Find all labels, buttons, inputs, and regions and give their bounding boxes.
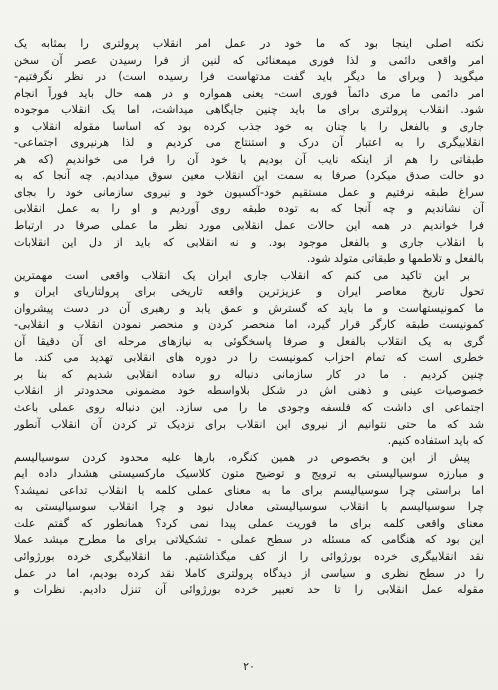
text-line: انقلابیگری را به اعتبار آن درک و استنتاج می کردیم و لذا هرنیروی اجتماعی-	[14, 136, 484, 150]
text-line: و مبارزه سوسیالیستی به ترویج و توضیح متون کلاسیک مارکسیستی هشدار داده ایم	[14, 467, 484, 481]
text-line: ما کمونیستهاست و ما باید که گسترش و عمق یابد و رهبری آن در دست پیشروان	[14, 301, 484, 315]
text-line: با انقلاب جاری و بالفعل موجود بود. و نه انقلابی که باید از دل این انقلابات	[14, 235, 484, 249]
text-line: که باید استفاده کنیم.	[387, 434, 484, 448]
text-line: شود. انقلاب پرولتری برای ما باید چنین جایگاهی میداشت، اما یک انقلاب موجوده	[14, 103, 484, 117]
text-line: این بود که هنگامی که مسئله در سطح عملی - تشکیلاتی برای ما مطرح میشد عملا	[14, 533, 484, 547]
text-line: بر این تاکید می کنم که انقلاب جاری ایران یک انقلاب واقعی است مهمترین	[14, 268, 470, 282]
text-line: شد که ما حتی نتوانیم از نیروی این انقلاب برای نزدیک تر کردن آن انقلاب آنطور	[14, 417, 484, 431]
document-body	[14, 36, 484, 599]
paragraph-2	[14, 268, 484, 450]
text-line: امر واقعی دائمی و لذا فوری میمعنائی که لنین از فرا رسیدن عصر آن سخن	[14, 53, 484, 67]
text-line: اجتماعی ای داشت که فلسفه وجودی ما را می سازد. این دنباله روی عملی باعث	[14, 401, 484, 415]
page-number: ۲۰	[243, 660, 255, 673]
text-line: خطری است که تمام احزاب کمونیست را در دوره های انقلابی تهدید می کند. ما	[14, 351, 484, 365]
text-line: امر دائمی ما مری دائماً فوری است- یعنی همواره و در همه حال باید فوراً انجام	[14, 86, 484, 100]
text-line: تحول تاریخ معاصر ایران و عزیزترین واقعه تاریخی برای پرولتاریای ایران و	[14, 285, 484, 299]
text-line: آن نشاندیم و چه آنجا که به توده طبقه روی آوردیم و او را به عمل انقلابی	[14, 202, 484, 216]
text-line: چنین کردیم . ما در کار سازمانی دنباله رو ساده انقلابی شدیم که بنا بر	[14, 367, 484, 381]
text-line: اما براستی چرا سوسیالیسم برای ما به معنای عملی کلمه با انقلاب تداعی نمیشد؟	[14, 483, 484, 497]
text-line: کمونیست طبقه کارگر قرار گیرد، اما منحصر کردن و منحصر نمودن انقلاب و انقلابی-	[14, 318, 484, 332]
text-line: گری به یک انقلاب بالفعل و صرفا پاسخگوئی به نیازهای مرحله ای آن دقیقا آن	[14, 334, 484, 348]
text-line: نقد انقلابیگری خرده بورژوائی را از کف میگذاشتیم. ما انقلابیگری خرده بورژوائی	[14, 549, 484, 563]
paragraph-3	[14, 450, 484, 599]
text-line: معنای واقعی کلمه برای ما فوریت عملی پیدا نمی کرد؟ همانطور که گفتم علت	[14, 516, 484, 530]
text-line: سراغ طبقه نرفتیم و عمل مستقیم خود-آکسیون خود و نیروی سازمانی خود را بجای	[14, 185, 484, 199]
text-line: فرا خواندیم در همه این حالات عمل انقلابی مورد نظر ما عملی صرفا در ارتباط	[14, 219, 484, 233]
text-line: را در سطح نظری و سیاسی از دیدگاه پرولتری کاملا نقد کرده بودیم، اما در عمل	[14, 566, 484, 580]
text-line: پیش از این و بخصوص در همین کنگره، بارها علیه محدود کردن سوسیالیسم	[14, 450, 470, 464]
text-line: جاری و بالفعل را با چنان به خود جذب کرده بود که اساسا مقوله انقلاب و	[14, 119, 484, 133]
text-line: بالفعل و تلاطمها و طبقاتی متولد شود.	[306, 252, 484, 266]
text-line: نکته اصلی اینجا بود که ما خود در عمل امر انقلاب پرولتری را بمثابه یک	[14, 37, 484, 50]
paragraph-1	[14, 36, 484, 268]
text-line: طبقاتی را هم از اینکه نایب آن بودیم یا خود آن را فرا می خواندیم (که هر	[14, 152, 484, 166]
text-line: میگوید ( وبرای ما دیگر باید گفت مدتهاست فرا رسیده است) در نظر نگرفتیم-	[14, 70, 484, 84]
text-line: چرا سوسیالیسم با انقلاب سوسیالیستی معادل نبود و چرا انقلاب سوسیالیستی به	[14, 500, 484, 514]
text-line: خصوصیات عینی و ذهنی اش در شکل بلاواسطه خود مضمونی محدودتر از انقلاب	[14, 384, 484, 398]
text-line: دو حالت صدق میکرد) صرفا به سمت این انقلاب معین سوق میدادیم. چه آنجا که به	[14, 169, 484, 183]
text-line: مقوله عمل انقلابی را تا حد تعبیر خرده بورژوائی آن تنزل دادیم. نظرات و	[14, 583, 484, 597]
